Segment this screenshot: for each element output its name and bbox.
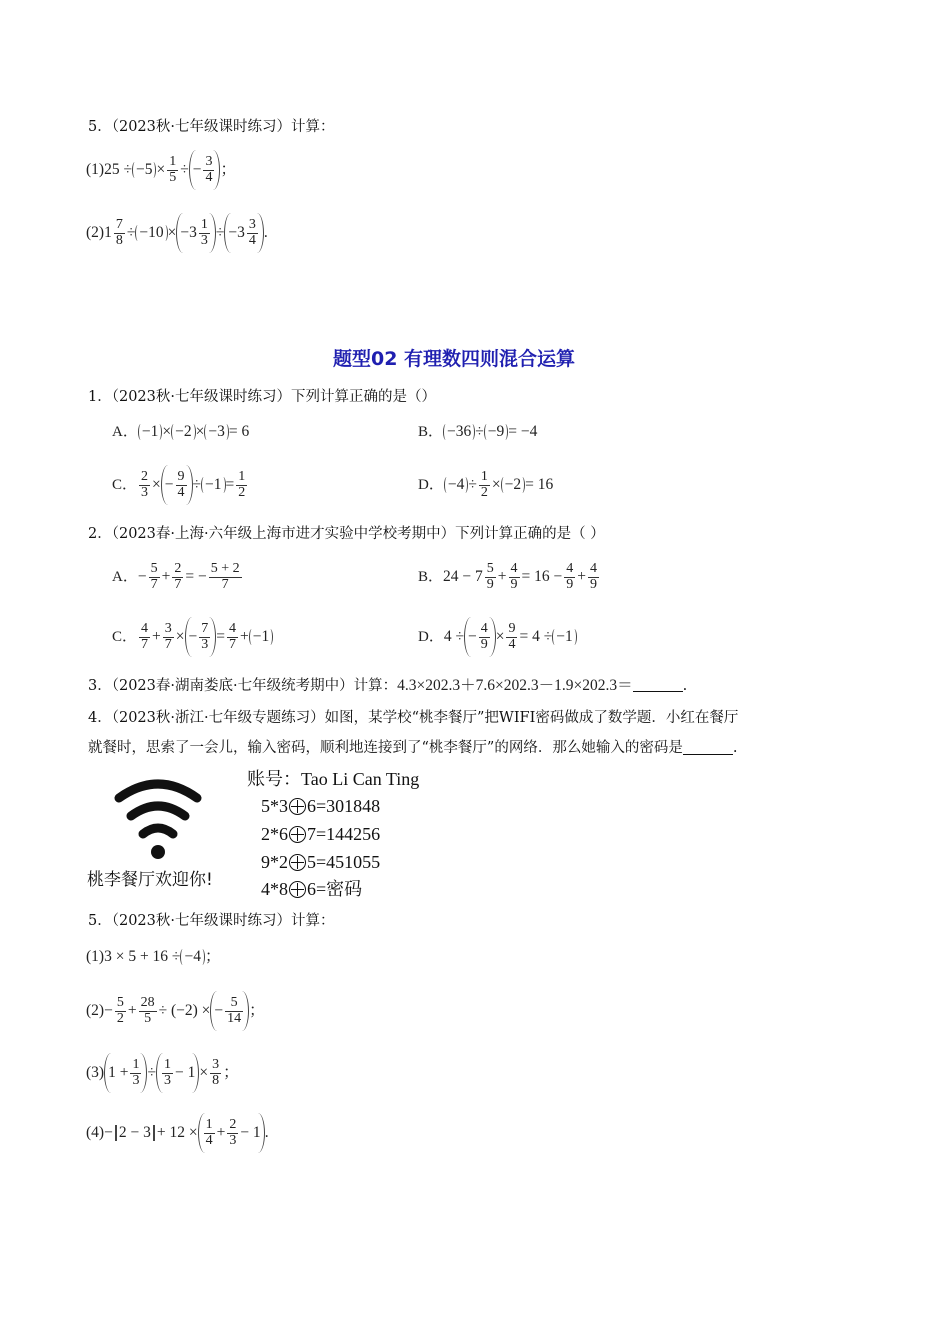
part-label: (1) [86, 948, 105, 966]
question-4-line-1: 4．（2023秋·浙江·七年级专题练习）如图，某学校“桃李餐厅”把WIFI密码做成了数学题．小红在餐厅 [88, 710, 739, 726]
part-tail: ； [204, 948, 221, 966]
question-3 [88, 678, 687, 694]
question-4-line-2 [88, 741, 737, 756]
question-5-part-2: (2) 1 $\frac{7}{8}$ ÷ −10 × −3 $\frac{1}{3}$ ÷ −3 $\frac{3}{4}$ . [86, 210, 268, 256]
account-text: 账号：Tao Li Can Ting [247, 769, 420, 789]
question-3-tail: . [682, 677, 688, 694]
question-2-option-d[interactable]: D． 4 ÷ − $\frac{4}{9}$ × $\frac{9}{4}$ = 4 ÷ −1 [418, 614, 577, 660]
question-5b-part-1: (1) 3 × 5 + 16 ÷ −4 ； [86, 948, 221, 966]
question-5-header: 5．（2023秋·七年级课时练习）计算： [88, 119, 335, 135]
row-left: 9*2 [261, 852, 288, 872]
option-label: D． [418, 476, 444, 493]
question-2-header: 2．（2023春·上海·六年级上海市进才实验中学校考期中）下列计算正确的是（ ） [88, 526, 605, 542]
wifi-password-figure [85, 766, 445, 902]
part-tail: ； [249, 1002, 265, 1020]
option-label: D． [418, 628, 444, 645]
option-label: B． [418, 423, 444, 440]
welcome-text: 桃李餐厅欢迎你! [87, 870, 213, 890]
question-5b-part-3: (3) 1 + $\frac{1}{3}$ ÷ $\frac{1}{3}$ − 1 × $\frac{3}{8}$ ； [86, 1050, 239, 1096]
password-row [261, 797, 380, 815]
circled-plus-icon [289, 854, 306, 871]
question-2-option-c[interactable]: C． $\frac{4}{7}$ + $\frac{3}{7}$ × − $\frac{7}{3}$ = $\frac{4}{7}$ + −1 [112, 614, 273, 660]
row-left: 2*6 [261, 824, 288, 844]
answer-blank[interactable] [633, 679, 683, 692]
option-label: C． [112, 476, 138, 493]
answer-blank[interactable] [683, 742, 733, 755]
wifi-icon [113, 774, 203, 862]
part-label: (2) [86, 1002, 105, 1020]
option-label: B． [418, 568, 444, 585]
question-1-option-b[interactable]: B． −36 ÷ −9 = −4 [418, 423, 538, 441]
option-label: C． [112, 628, 138, 645]
question-2-option-b[interactable]: B． 24 − 7 $\frac{5}{9}$ + $\frac{4}{9}$ = 16 − $\frac{4}{9}$ + $\frac{4}{9}$ [418, 560, 597, 592]
circled-plus-icon [289, 881, 306, 898]
question-4-tail: . [732, 740, 738, 756]
question-5b-part-2: (2) − $\frac{5}{2}$ + $\frac{28}{5}$ ÷ (−2) × − $\frac{5}{14}$ ； [86, 988, 265, 1034]
part-label: (4) [86, 1124, 105, 1142]
row-right: 7=144256 [307, 824, 381, 844]
question-5-part-1: (1) 25 ÷ −5 × $\frac{1}{5}$ ÷ − $\frac{3}{4}$ ； [86, 148, 236, 192]
question-5b-part-4: (4) − 2 − 3 + 12 × $\frac{1}{4}$ + $\frac{2}{3}$ − 1 . [86, 1110, 269, 1156]
section-title: 题型02 有理数四则混合运算 [333, 348, 576, 370]
question-3-header: 3．（2023春·湖南娄底·七年级统考期中）计算： [88, 677, 398, 694]
row-right: 5=451055 [307, 852, 381, 872]
circled-plus-icon [289, 798, 306, 815]
password-row [261, 880, 362, 898]
part-tail: . [263, 224, 268, 242]
row-left: 4*8 [261, 879, 288, 899]
row-right: 6=301848 [307, 796, 381, 816]
question-2-option-a[interactable]: A． − $\frac{5}{7}$ + $\frac{2}{7}$ = − $\frac{5 + 2}{7}$ [112, 560, 240, 592]
part-tail: ； [223, 1064, 239, 1082]
row-left: 5*3 [261, 796, 288, 816]
circled-plus-icon [289, 826, 306, 843]
part-label: (1) [86, 161, 105, 179]
part-label: (3) [86, 1064, 105, 1082]
password-row [261, 853, 380, 871]
part-label: (2) [86, 224, 105, 242]
row-right: 6=密码 [307, 879, 363, 899]
question-1-header: 1．（2023秋·七年级课时练习）下列计算正确的是（） [88, 389, 436, 405]
question-1-option-c[interactable]: C． $\frac{2}{3}$ × − $\frac{9}{4}$ ÷ −1 = $\frac{1}{2}$ [112, 462, 249, 508]
question-1-option-d[interactable]: D． −4 ÷ $\frac{1}{2}$ × −2 = 16 [418, 468, 554, 500]
part-tail: ； [220, 161, 236, 179]
option-label: A． [112, 568, 138, 585]
question-1-option-a[interactable]: A． −1 × −2 × −3 = 6 [112, 423, 250, 441]
option-label: A． [112, 423, 138, 440]
part-tail: . [264, 1124, 269, 1142]
question-4-text: 就餐时，思索了一会儿，输入密码，顺利地连接到了“桃李餐厅”的网络．那么她输入的密码是 [88, 740, 683, 756]
question-5b-header: 5．（2023秋·七年级课时练习）计算： [88, 913, 335, 929]
question-3-expression: 4.3×202.3＋7.6×202.3－1.9×202.3＝ [397, 677, 633, 694]
password-row [261, 825, 380, 843]
